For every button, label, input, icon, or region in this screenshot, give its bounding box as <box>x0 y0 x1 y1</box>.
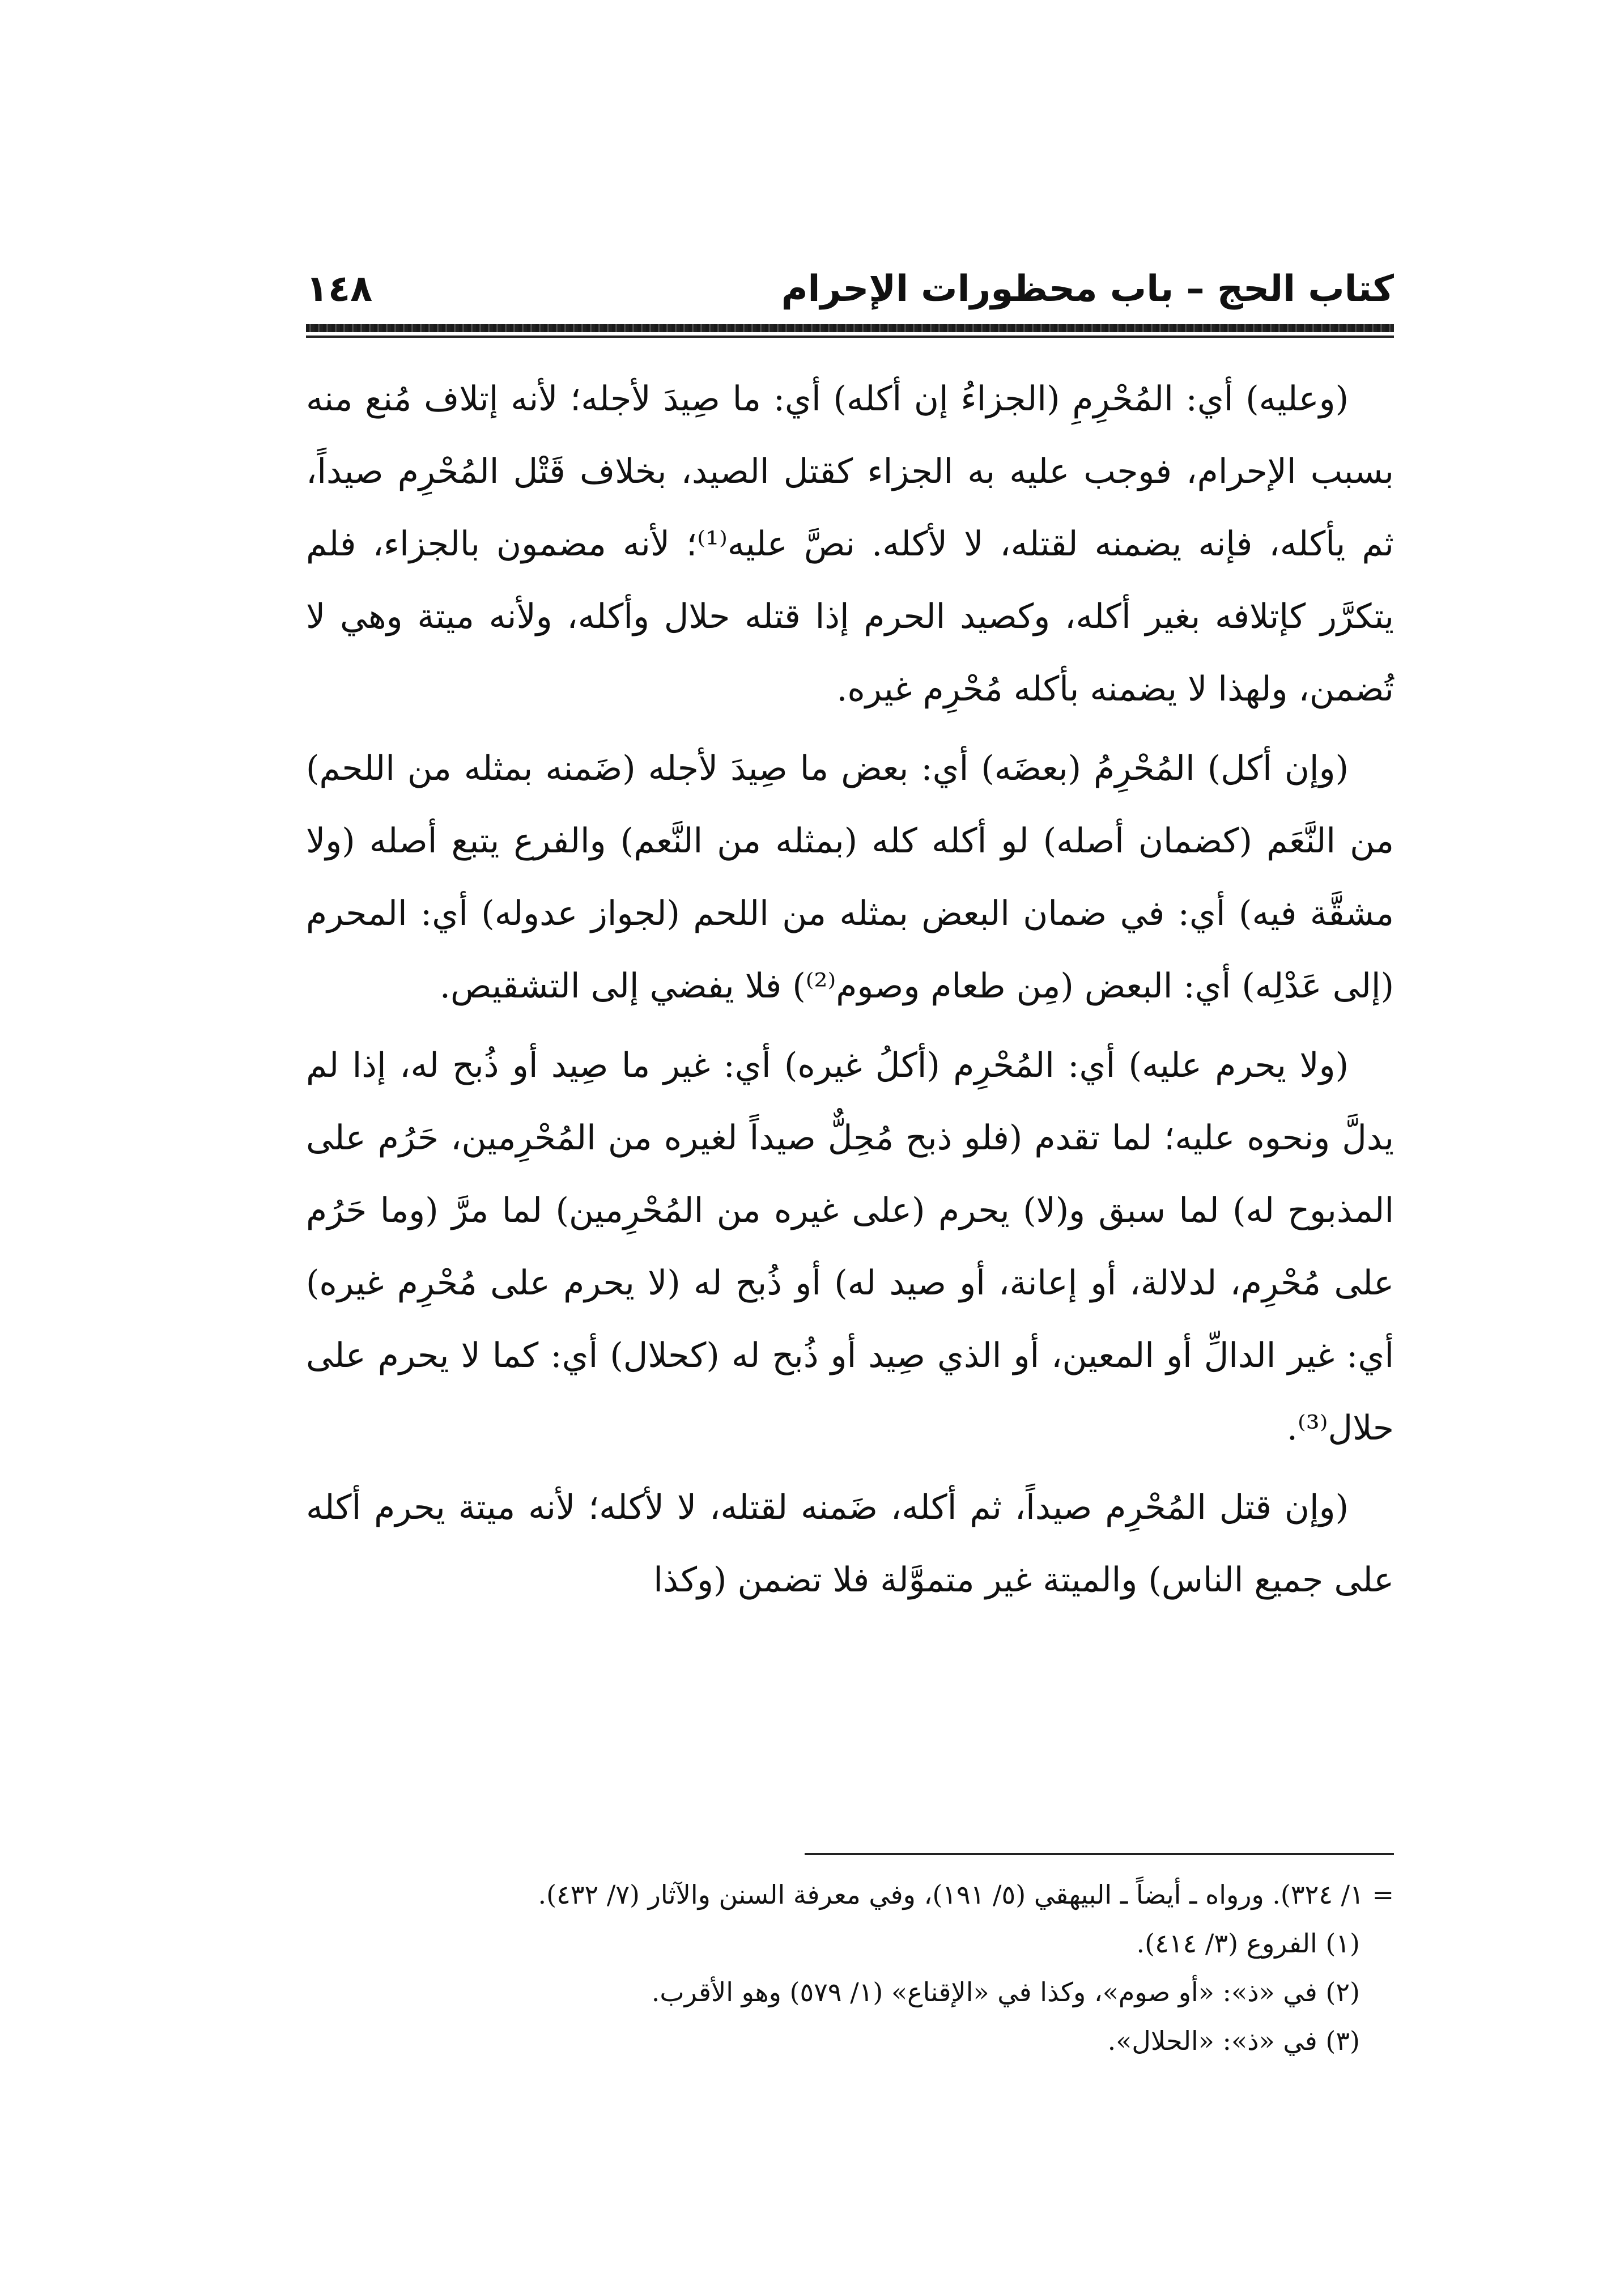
header-divider <box>306 324 1394 332</box>
footnotes <box>306 1870 1394 2065</box>
footnote-item: (١) الفروع (٣/ ٤١٤). <box>1136 1928 1360 1959</box>
running-header <box>306 261 1394 323</box>
chapter-title: كتاب الحج – باب محظورات الإحرام <box>781 268 1394 310</box>
footnote-divider <box>805 1853 1394 1855</box>
main-text <box>306 363 1394 1623</box>
footnote-item: (٣) في «ذ»: «الحلال». <box>1107 2026 1360 2056</box>
footnote-continuation: = ١/ ٣٢٤). ورواه ـ أيضاً ـ البيهقي (٥/ ١٩١)، وفي معرفة السنن والآثار (٧/ ٤٣٢). <box>538 1879 1394 1910</box>
paragraph: (وإن أكل) المُحْرِمُ (بعضَه) أي: بعض ما صِيدَ لأجله (ضَمنه بمثله من اللحم) من النَّعَم (كضمان أصله) لو أكله كله (بمثله من النَّعم) والفرع يتبع أصله (ولا مشقَّة فيه) أي: في ضمان البعض بمثله من اللحم (لجواز عدوله) أي: المحرم (إلى عَدْلِه) أي: البعض (مِن طعام وصوم⁽²⁾) فلا يفضي إلى التشقيص. <box>306 749 1394 1006</box>
header-divider-thin <box>306 336 1394 338</box>
paragraph: (وإن قتل المُحْرِم صيداً، ثم أكله، ضَمنه لقتله، لا لأكله؛ لأنه ميتة يحرم أكله على جميع الناس) والميتة غير متموَّلة فلا تضمن (وكذا <box>306 1488 1394 1600</box>
paragraph: (وعليه) أي: المُحْرِمِ (الجزاءُ إن أكله) أي: ما صِيدَ لأجله؛ لأنه إتلاف مُنع منه بسبب الإحرام، فوجب عليه به الجزاء كقتل الصيد، بخلاف قَتْل المُحْرِم صيداً، ثم يأكله، فإنه يضمنه لقتله، لا لأكله. نصَّ عليه⁽¹⁾؛ لأنه مضمون بالجزاء، فلم يتكرَّر كإتلافه بغير أكله، وكصيد الحرم إذا قتله حلال وأكله، ولأنه ميتة وهي لا تُضمن، ولهذا لا يضمنه بأكله مُحْرِم غيره. <box>306 379 1394 709</box>
footnote-item: (٢) في «ذ»: «أو صوم»، وكذا في «الإقناع» (١/ ٥٧٩) وهو الأقرب. <box>651 1977 1360 2007</box>
page-number: ١٤٨ <box>306 268 373 310</box>
paragraph: (ولا يحرم عليه) أي: المُحْرِم (أكلُ غيره) أي: غير ما صِيد أو ذُبح له، إذا لم يدلَّ ونحوه عليه؛ لما تقدم (فلو ذبح مُحِلٌّ صيداً لغيره من المُحْرِمين، حَرُم على المذبوح له) لما سبق و(لا) يحرم (على غيره من المُحْرِمين) لما مرَّ (وما حَرُم على مُحْرِم، لدلالة، أو إعانة، أو صيد له) أو ذُبح له (لا يحرم على مُحْرِم غيره) أي: غير الدالِّ أو المعين، أو الذي صِيد أو ذُبح له (كحلال) أي: كما لا يحرم على حلال⁽³⁾. <box>306 1046 1394 1448</box>
